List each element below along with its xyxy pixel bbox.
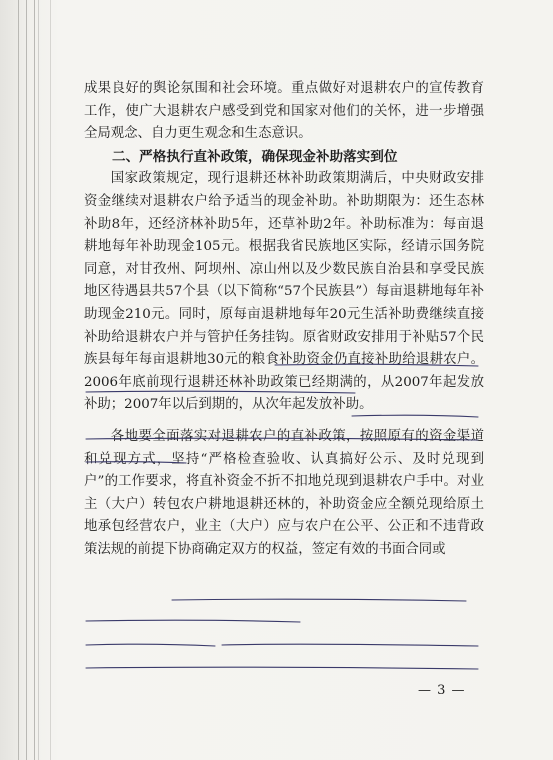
paragraph-continued: 成果良好的舆论氛围和社会环境。重点做好对退耕农户的宣传教育工作，使广大退耕农户感受到党和国家对他们的关怀，进一步增强全局观念、自力更生观念和生态意识。 xyxy=(84,81,484,142)
binding-line xyxy=(38,0,39,760)
section-heading: 二、严格执行直补政策，确保现金补助落实到位 xyxy=(112,148,398,165)
page-number: — 3 — xyxy=(418,683,466,698)
document-body xyxy=(84,78,484,561)
binding-line xyxy=(18,0,19,760)
paragraph-implementation: 各地要全面落实对退耕农户的直补政策，按照原有的资金渠道和兑现方式，坚持“严格检查验收、认真搞好公示、及时兑现到户”的工作要求，将直补资金不折不扣地兑现到退耕农户手中。对业主（大户）转包农户耕地退耕还林的，补助资金应全额兑现给原土地承包经营农户，业主（大户）应与农户在公平、公正和不违背政策法规的前提下协商确定双方的权益，签定有效的书面合同或 xyxy=(84,428,484,557)
paragraph-policy: 国家政策规定，现行退耕还林补助政策期满后，中央财政安排资金继续对退耕农户给予适当的现金补助。补助期限为：还生态林补助8年，还经济林补助5年，还草补助2年。补助标准为：每亩退耕地每年补助现金105元。根据我省民族地区实际，经请示国务院同意，对甘孜州、阿坝州、凉山州以及少数民族自治县和享受民族地区待遇县共57个县（以下简称“57个民族县”）每亩退耕地每年补助现金210元。同时，原每亩退耕地每年20元生活补助费继续直接补助给退耕农户并与管护任务挂钩。原省财政安排用于补贴57个民族县每年每亩退耕地30元的粮食补助资金仍直接补助给退耕农户。2006年底前现行退耕还林补助政策已经期满的，从2007年起发放补助；2007年以后到期的，从次年起发放补助。 xyxy=(84,171,484,413)
binding-line xyxy=(26,0,27,760)
binding-line xyxy=(34,0,35,760)
binding-line xyxy=(50,0,51,760)
